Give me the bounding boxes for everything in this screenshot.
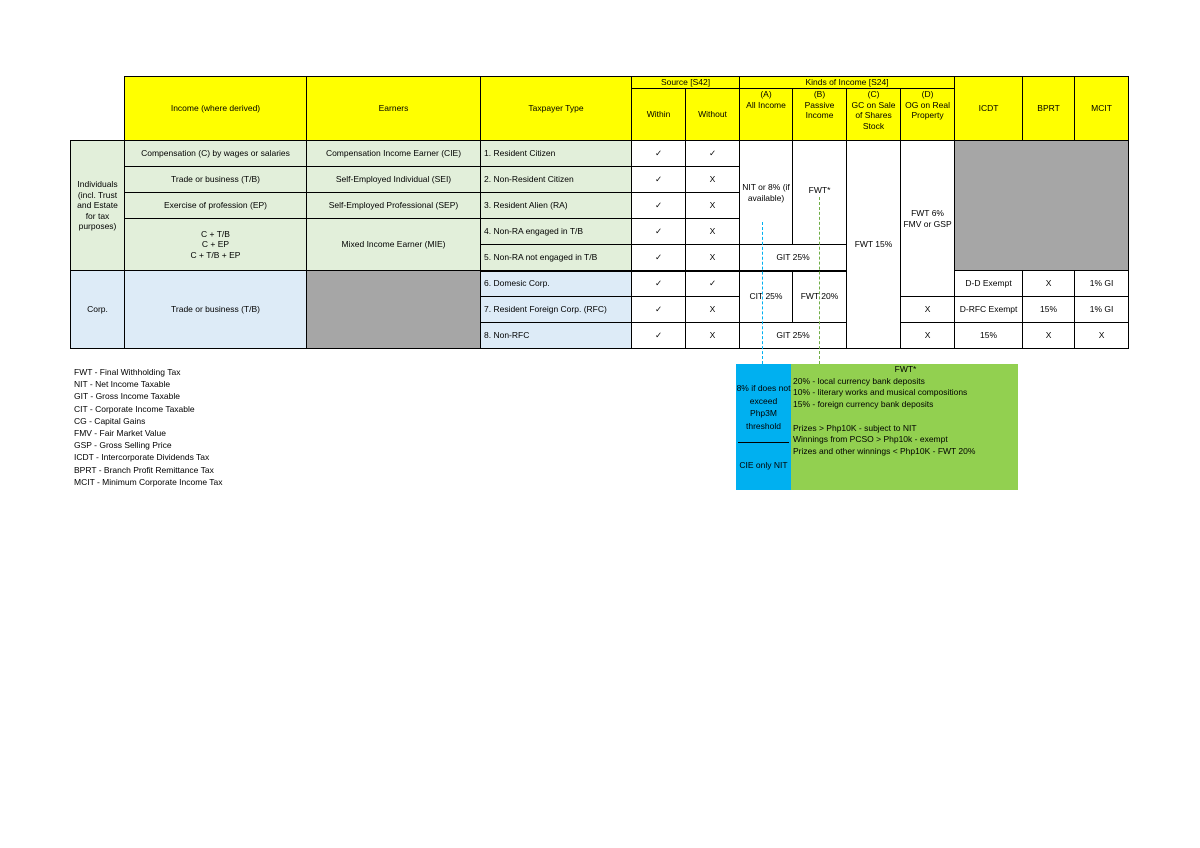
- green-note-spacer: [793, 411, 1018, 423]
- d-cell: X: [901, 323, 955, 349]
- b-individual-cell: FWT*: [793, 141, 847, 245]
- a-individual-cell: NIT or 8% (if available): [740, 141, 793, 245]
- within-mark: ✓: [632, 245, 686, 271]
- blue-note-divider: [738, 442, 789, 443]
- earner-cell: Self-Employed Individual (SEI): [307, 167, 481, 193]
- taxpayer-type-cell: 2. Non-Resident Citizen: [481, 167, 632, 193]
- group-individuals: Individuals (incl. Trust and Estate for tax purposes): [71, 141, 125, 271]
- legend-item: GIT - Gross Income Taxable: [74, 391, 180, 402]
- header-c: (C) GC on Sale of Shares Stock: [847, 89, 901, 141]
- header-taxpayer-type: Taxpayer Type: [481, 77, 632, 141]
- header-earners: Earners: [307, 77, 481, 141]
- legend-item: ICDT - Intercorporate Dividends Tax: [74, 452, 210, 463]
- income-cell: Trade or business (T/B): [125, 167, 307, 193]
- taxpayer-type-cell: 7. Resident Foreign Corp. (RFC): [481, 297, 632, 323]
- c-all-cell: FWT 15%: [847, 141, 901, 349]
- d-cell: X: [901, 297, 955, 323]
- blue-connector-line: [762, 222, 763, 364]
- icdt-cell: 15%: [955, 323, 1023, 349]
- corner-blank: [71, 77, 125, 141]
- income-cell: Exercise of profession (EP): [125, 193, 307, 219]
- earner-cell: Compensation Income Earner (CIE): [307, 141, 481, 167]
- without-mark: ✓: [686, 141, 740, 167]
- blue-note-bottom: CIE only NIT: [739, 460, 788, 470]
- income-cell: C + T/B C + EP C + T/B + EP: [125, 219, 307, 271]
- bprt-cell: 15%: [1023, 297, 1075, 323]
- income-tax-table: [70, 76, 1129, 349]
- without-mark: ✓: [686, 271, 740, 297]
- green-note-line: Prizes > Php10K - subject to NIT: [793, 422, 917, 433]
- header-source: Source [S42]: [632, 77, 740, 89]
- within-mark: ✓: [632, 219, 686, 245]
- green-note-line: 10% - literary works and musical compositions: [793, 387, 968, 398]
- git-row5-cell: GIT 25%: [740, 245, 847, 271]
- header-kinds-of-income: Kinds of Income [S24]: [740, 77, 955, 89]
- mcit-cell: X: [1075, 323, 1129, 349]
- legend-item: GSP - Gross Selling Price: [74, 440, 172, 451]
- green-connector-line: [819, 197, 820, 364]
- legend-item: FMV - Fair Market Value: [74, 428, 166, 439]
- earner-cell: Self-Employed Professional (SEP): [307, 193, 481, 219]
- header-d: (D) OG on Real Property: [901, 89, 955, 141]
- bprt-cell: X: [1023, 323, 1075, 349]
- income-cell: Trade or business (T/B): [125, 271, 307, 349]
- without-mark: X: [686, 297, 740, 323]
- green-note-line: Winnings from PCSO > Php10k - exempt: [793, 434, 948, 445]
- gray-block-corp: [307, 271, 481, 349]
- header-within: Within: [632, 89, 686, 141]
- within-mark: ✓: [632, 323, 686, 349]
- taxpayer-type-cell: 5. Non-RA not engaged in T/B: [481, 245, 632, 271]
- legend-item: CIT - Corporate Income Taxable: [74, 403, 195, 414]
- without-mark: X: [686, 219, 740, 245]
- fwt20-corp-cell: FWT 20%: [793, 271, 847, 323]
- taxpayer-type-cell: 3. Resident Alien (RA): [481, 193, 632, 219]
- taxpayer-type-cell: 1. Resident Citizen: [481, 141, 632, 167]
- cit-corp-cell: CIT 25%: [740, 271, 793, 323]
- within-mark: ✓: [632, 271, 686, 297]
- taxpayer-type-cell: 6. Domesic Corp.: [481, 271, 632, 297]
- blue-note-top: 8% if does not exceed Php3M threshold: [736, 383, 791, 431]
- bprt-cell: X: [1023, 271, 1075, 297]
- gray-block-individual: [955, 141, 1129, 271]
- header-without: Without: [686, 89, 740, 141]
- green-note-title: FWT*: [894, 364, 917, 374]
- legend-item: FWT - Final Withholding Tax: [74, 367, 181, 377]
- without-mark: X: [686, 323, 740, 349]
- legend-item: BPRT - Branch Profit Remittance Tax: [74, 464, 214, 475]
- legend-item: NIT - Net Income Taxable: [74, 379, 171, 390]
- header-income: Income (where derived): [125, 77, 307, 141]
- header-b: (B) Passive Income: [793, 89, 847, 141]
- legend-item: CG - Capital Gains: [74, 415, 146, 426]
- within-mark: ✓: [632, 167, 686, 193]
- without-mark: X: [686, 245, 740, 271]
- abbreviation-legend: [74, 366, 222, 488]
- taxpayer-type-cell: 8. Non-RFC: [481, 323, 632, 349]
- mcit-cell: 1% GI: [1075, 297, 1129, 323]
- group-corp: Corp.: [71, 271, 125, 349]
- within-mark: ✓: [632, 297, 686, 323]
- header-a: (A) All Income: [740, 89, 793, 141]
- d-individual-cell: FWT 6% FMV or GSP: [901, 141, 955, 297]
- earner-cell: Mixed Income Earner (MIE): [307, 219, 481, 271]
- green-note-line: 15% - foreign currency bank deposits: [793, 399, 934, 410]
- green-note-box: [791, 364, 1018, 490]
- header-mcit: MCIT: [1075, 77, 1129, 141]
- without-mark: X: [686, 167, 740, 193]
- blue-note-box: [736, 364, 791, 490]
- legend-item: MCIT - Minimum Corporate Income Tax: [74, 476, 223, 487]
- header-bprt: BPRT: [1023, 77, 1075, 141]
- taxpayer-type-cell: 4. Non-RA engaged in T/B: [481, 219, 632, 245]
- mcit-cell: 1% GI: [1075, 271, 1129, 297]
- header-icdt: ICDT: [955, 77, 1023, 141]
- git-row8-cell: GIT 25%: [740, 323, 847, 349]
- income-cell: Compensation (C) by wages or salaries: [125, 141, 307, 167]
- icdt-cell: D-RFC Exempt: [955, 297, 1023, 323]
- within-mark: ✓: [632, 141, 686, 167]
- green-note-line: Prizes and other winnings < Php10K - FWT 20%: [793, 445, 976, 456]
- icdt-cell: D-D Exempt: [955, 271, 1023, 297]
- without-mark: X: [686, 193, 740, 219]
- green-note-line: 20% - local currency bank deposits: [793, 375, 925, 386]
- within-mark: ✓: [632, 193, 686, 219]
